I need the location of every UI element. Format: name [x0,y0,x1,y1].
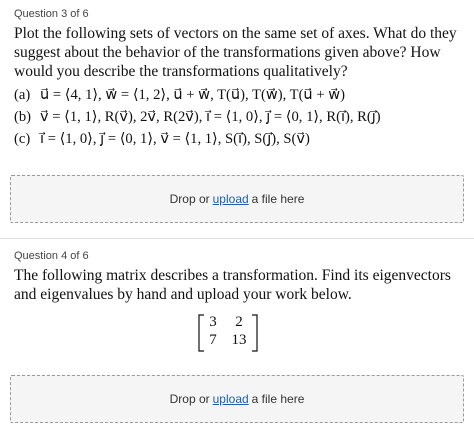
question-3-prompt: Plot the following sets of vectors on the same set of axes. What do they suggest about the behavior of the transformations given above? How would you describe the transformations qualitatively? [14,25,457,80]
upload-link[interactable]: upload [212,192,249,206]
dropzone-text-after: a file here [251,392,305,406]
part-b [14,106,470,128]
part-c-letter: (c) [14,131,31,147]
question-3-parts [14,84,470,150]
part-a-letter: (a) [14,87,31,103]
matrix-cell-r2c1: 7 [209,332,217,348]
part-c [14,128,470,150]
question-4-upload-dropzone[interactable] [10,375,464,423]
part-b-text: v⃗ = ⟨1, 1⟩, R(v⃗), 2v⃗, R(2v⃗), i⃗ = ⟨1, 0⟩, j⃗ = ⟨0, 1⟩, R(i⃗), R(j⃗) [40,109,381,125]
question-divider [0,238,474,239]
dropzone-text-after: a file here [251,192,305,206]
part-a [14,84,470,106]
part-a-text: u⃗ = ⟨4, 1⟩, w⃗ = ⟨1, 2⟩, u⃗ + w⃗, T(u⃗), T(w⃗), T(u⃗ + w⃗) [40,87,346,103]
part-c-text: i⃗ = ⟨1, 0⟩, j⃗ = ⟨0, 1⟩, v⃗ = ⟨1, 1⟩, S(i⃗), S(j⃗), S(v⃗) [40,131,310,147]
part-b-letter: (b) [14,109,32,125]
question-4-prompt: The following matrix describes a transformation. Find its eigenvectors and eigenvalues by hand and upload your work below. [14,267,451,303]
question-3-label: Question 3 of 6 [14,8,89,20]
matrix-cell-r2c2: 13 [231,332,247,348]
matrix-cell-r1c2: 2 [235,314,243,330]
question-4-label: Question 4 of 6 [14,250,89,262]
dropzone-text-before: Drop or [169,192,210,206]
eigen-matrix [198,314,258,352]
matrix-cell-r1c1: 3 [209,314,217,330]
upload-link[interactable]: upload [212,392,249,406]
question-3-upload-dropzone[interactable] [10,175,464,223]
dropzone-text-before: Drop or [169,392,210,406]
